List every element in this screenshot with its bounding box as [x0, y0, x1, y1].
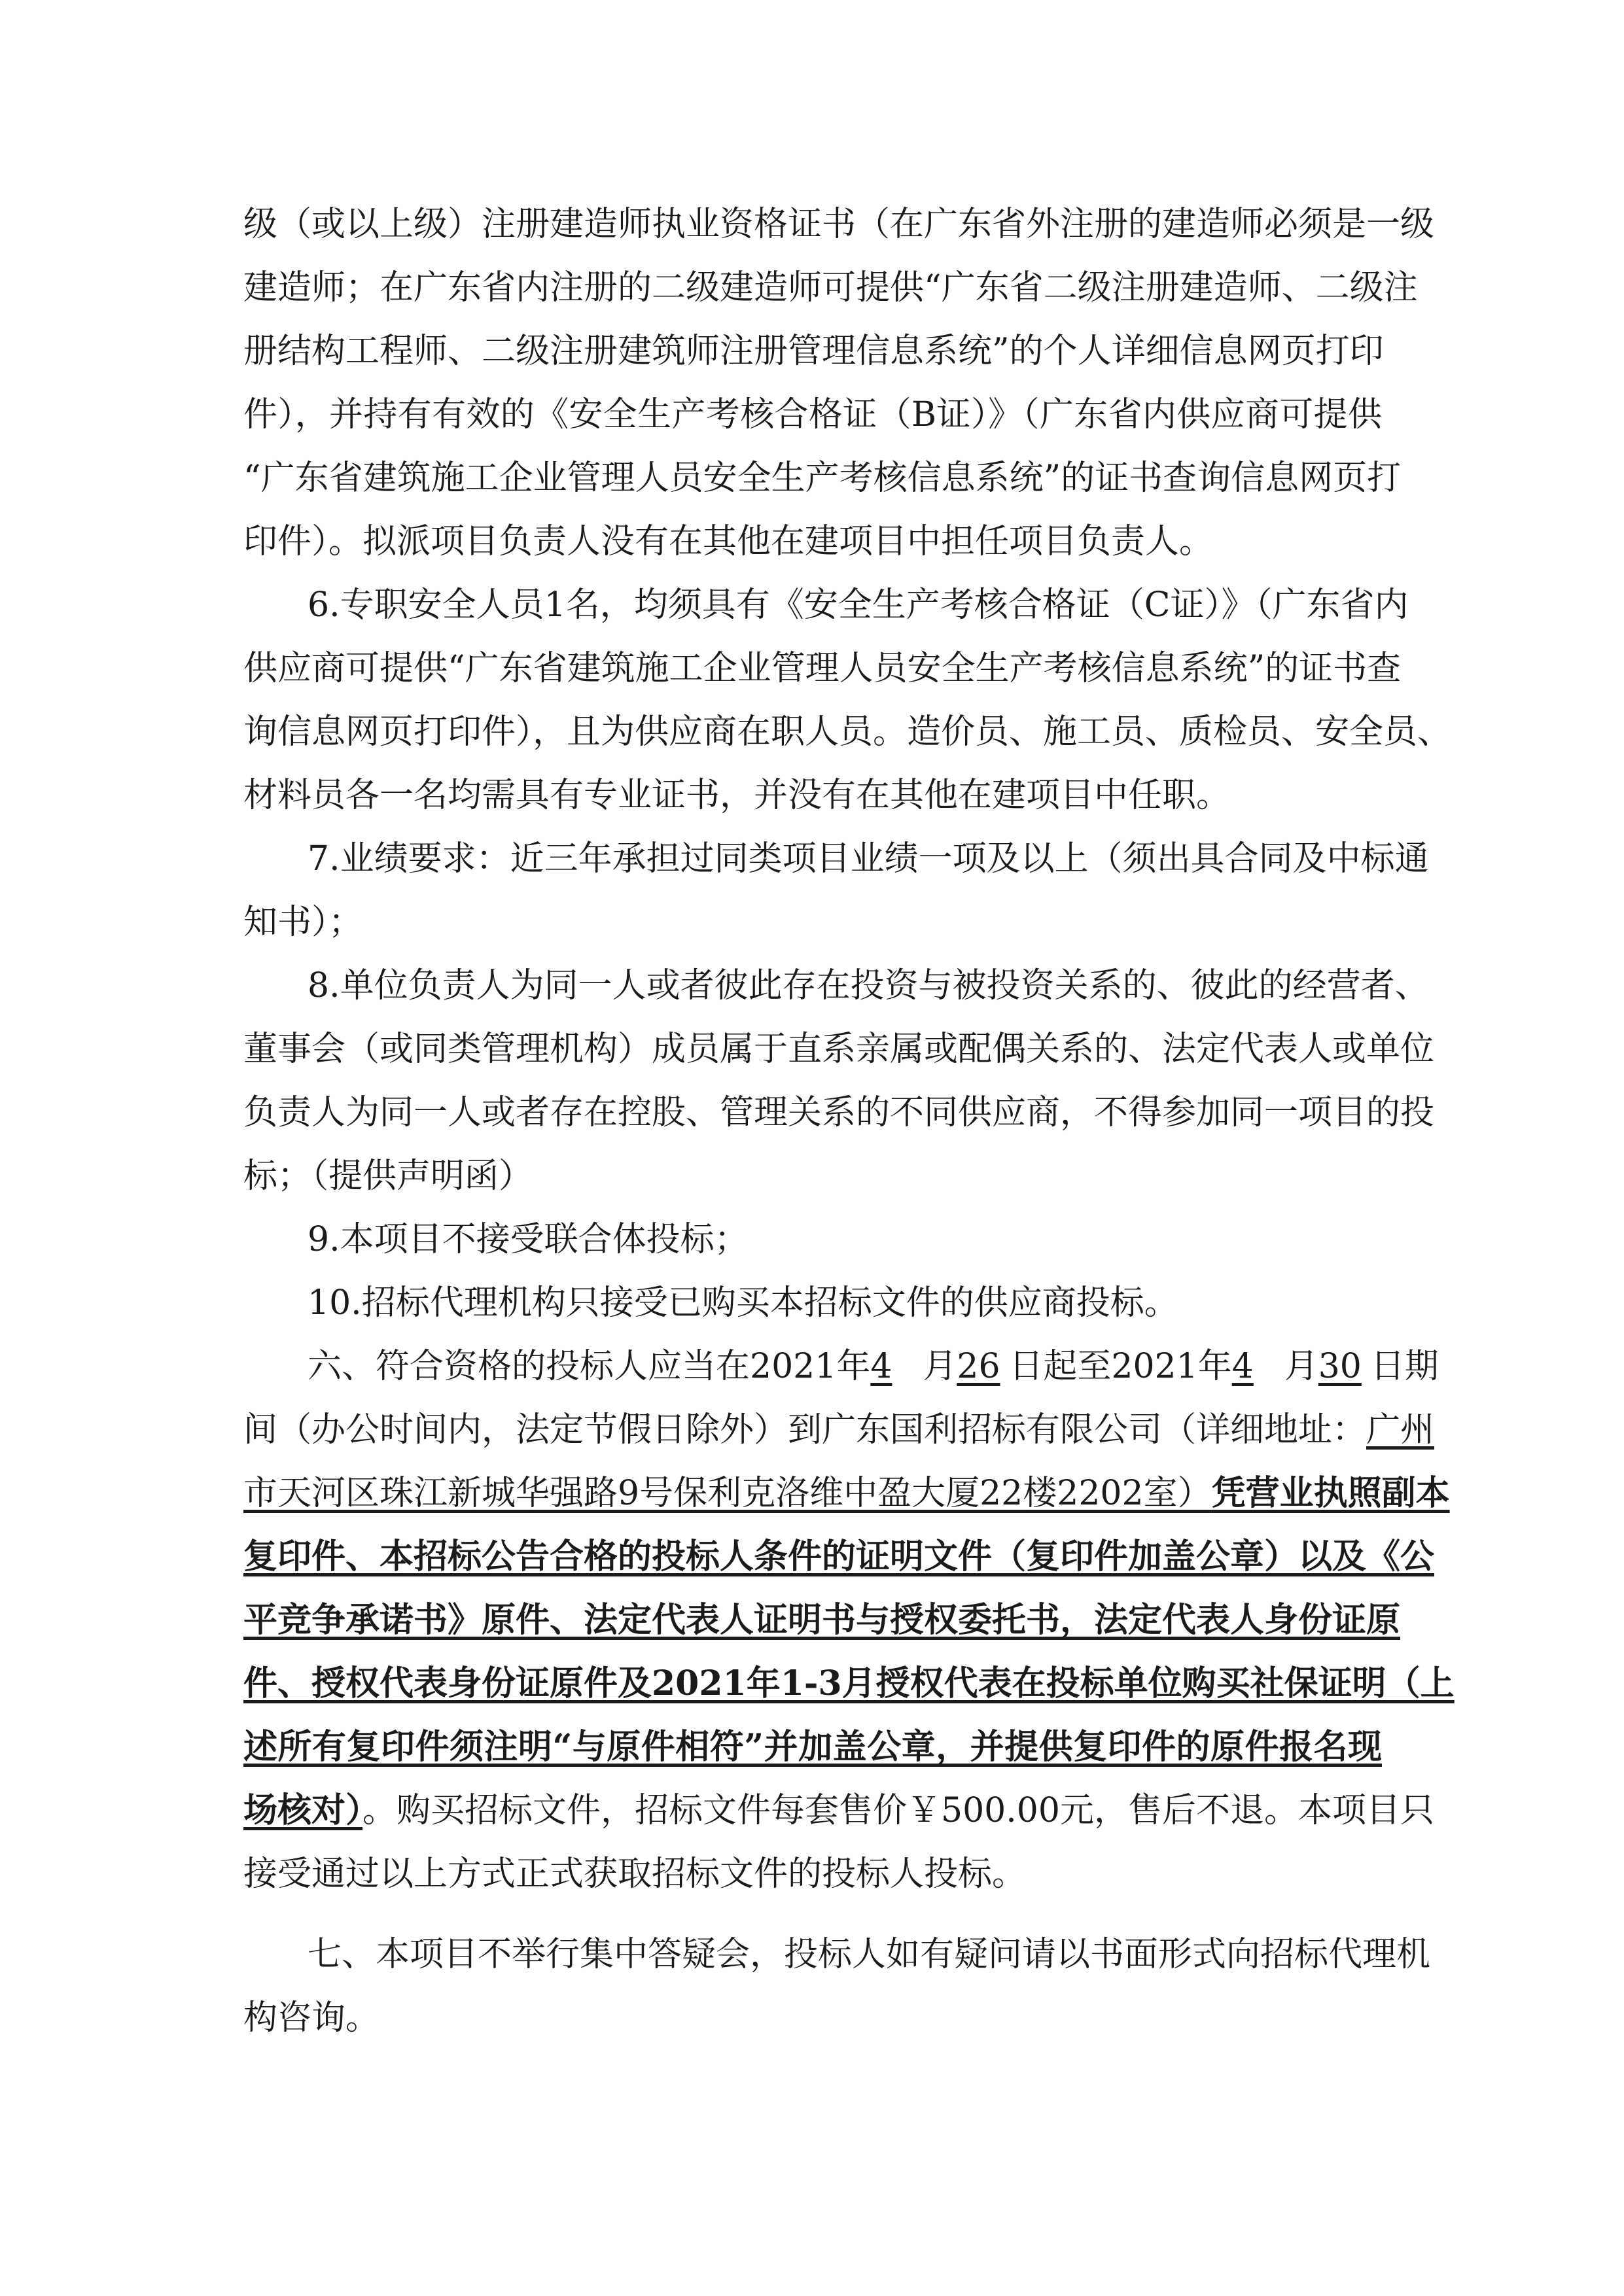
section-7-line: 构咨询。	[243, 1998, 380, 2038]
requirement-line: 述所有复印件须注明“与原件相符”并加盖公章，并提供复印件的原件报名现	[243, 1727, 1382, 1767]
clause-8-line: 8.单位负责人为同一人或者彼此存在投资与被投资关系的、彼此的经营者、	[308, 966, 1429, 1005]
requirement-text: 凭营业执照副本	[1211, 1473, 1450, 1513]
clause-7-line: 7.业绩要求：近三年承担过同类项目业绩一项及以上（须出具合同及中标通	[308, 839, 1429, 878]
clause-6-line: 材料员各一名均需具有专业证书，并没有在其他在建项目中任职。	[243, 776, 1231, 815]
month-blank: 4	[870, 1347, 892, 1386]
requirement-line: 件、授权代表身份证原件及2021年1-3月授权代表在投标单位购买社保证明（上	[243, 1663, 1455, 1703]
clause-6-line: 询信息网页打印件），且为供应商在职人员。造价员、施工员、质检员、安全员、	[243, 712, 1452, 752]
day-blank: 30	[1318, 1347, 1362, 1386]
clause-6-line: 供应商可提供“广东省建筑施工企业管理人员安全生产考核信息系统”的证书查	[243, 649, 1402, 688]
requirement-line: 平竞争承诺书》原件、法定代表人证明书与授权委托书，法定代表人身份证原	[243, 1600, 1401, 1640]
clause-7-line: 知书）；	[243, 903, 363, 942]
section-7-line: 七、本项目不举行集中答疑会，投标人如有疑问请以书面形式向招标代理机	[308, 1935, 1431, 1974]
requirement-line: 复印件、本招标公告合格的投标人条件的证明文件（复印件加盖公章）以及《公	[243, 1537, 1435, 1576]
clause-8-line: 董事会（或同类管理机构）成员属于直系亲属或配偶关系的、法定代表人或单位	[243, 1030, 1435, 1069]
clause-8-line: 负责人为同一人或者存在控股、管理关系的不同供应商，不得参加同一项目的投	[243, 1093, 1435, 1132]
clause-6-line: 6.专职安全人员1名，均须具有《安全生产考核合格证（C证）》（广东省内	[308, 585, 1409, 625]
body-line: “广东省建筑施工企业管理人员安全生产考核信息系统”的证书查询信息网页打	[243, 459, 1402, 498]
clause-10-line: 10.招标代理机构只接受已购买本招标文件的供应商投标。	[308, 1283, 1178, 1323]
section-6-line: 场核对）。购买招标文件，招标文件每套售价￥500.00元，售后不退。本项目只	[243, 1790, 1434, 1830]
month-blank: 4	[1231, 1347, 1254, 1386]
requirement-text: 场核对）	[243, 1790, 363, 1830]
body-line: 级（或以上级）注册建造师执业资格证书（在广东省外注册的建造师必须是一级	[243, 205, 1435, 244]
clause-9-line: 9.本项目不接受联合体投标；	[308, 1220, 749, 1259]
body-line: 册结构工程师、二级注册建筑师注册管理信息系统”的个人详细信息网页打印	[243, 332, 1384, 371]
section-6-line: 接受通过以上方式正式获取招标文件的投标人投标。	[243, 1854, 1027, 1894]
section-6-line: 六、符合资格的投标人应当在2021年4 月26 日起至2021年4 月30 日期	[308, 1337, 1382, 1396]
body-line: 建造师；在广东省内注册的二级建造师可提供“广东省二级注册建造师、二级注	[243, 268, 1418, 307]
clause-8-line: 标；（提供声明函）	[243, 1157, 533, 1196]
address-text: 市天河区珠江新城华强路9号保利克洛维中盈大厦22楼2202室）	[243, 1474, 1212, 1513]
body-line: 件），并持有有效的《安全生产考核合格证（B证）》（广东省内供应商可提供	[243, 395, 1382, 434]
day-blank: 26	[957, 1347, 1000, 1386]
address-text: 广州	[1366, 1410, 1435, 1450]
body-line: 印件）。拟派项目负责人没有在其他在建项目中担任项目负责人。	[243, 522, 1214, 561]
section-6-line	[243, 1464, 1450, 1523]
section-6-line: 间（办公时间内，法定节假日除外）到广东国利招标有限公司（详细地址：广州	[243, 1410, 1435, 1450]
